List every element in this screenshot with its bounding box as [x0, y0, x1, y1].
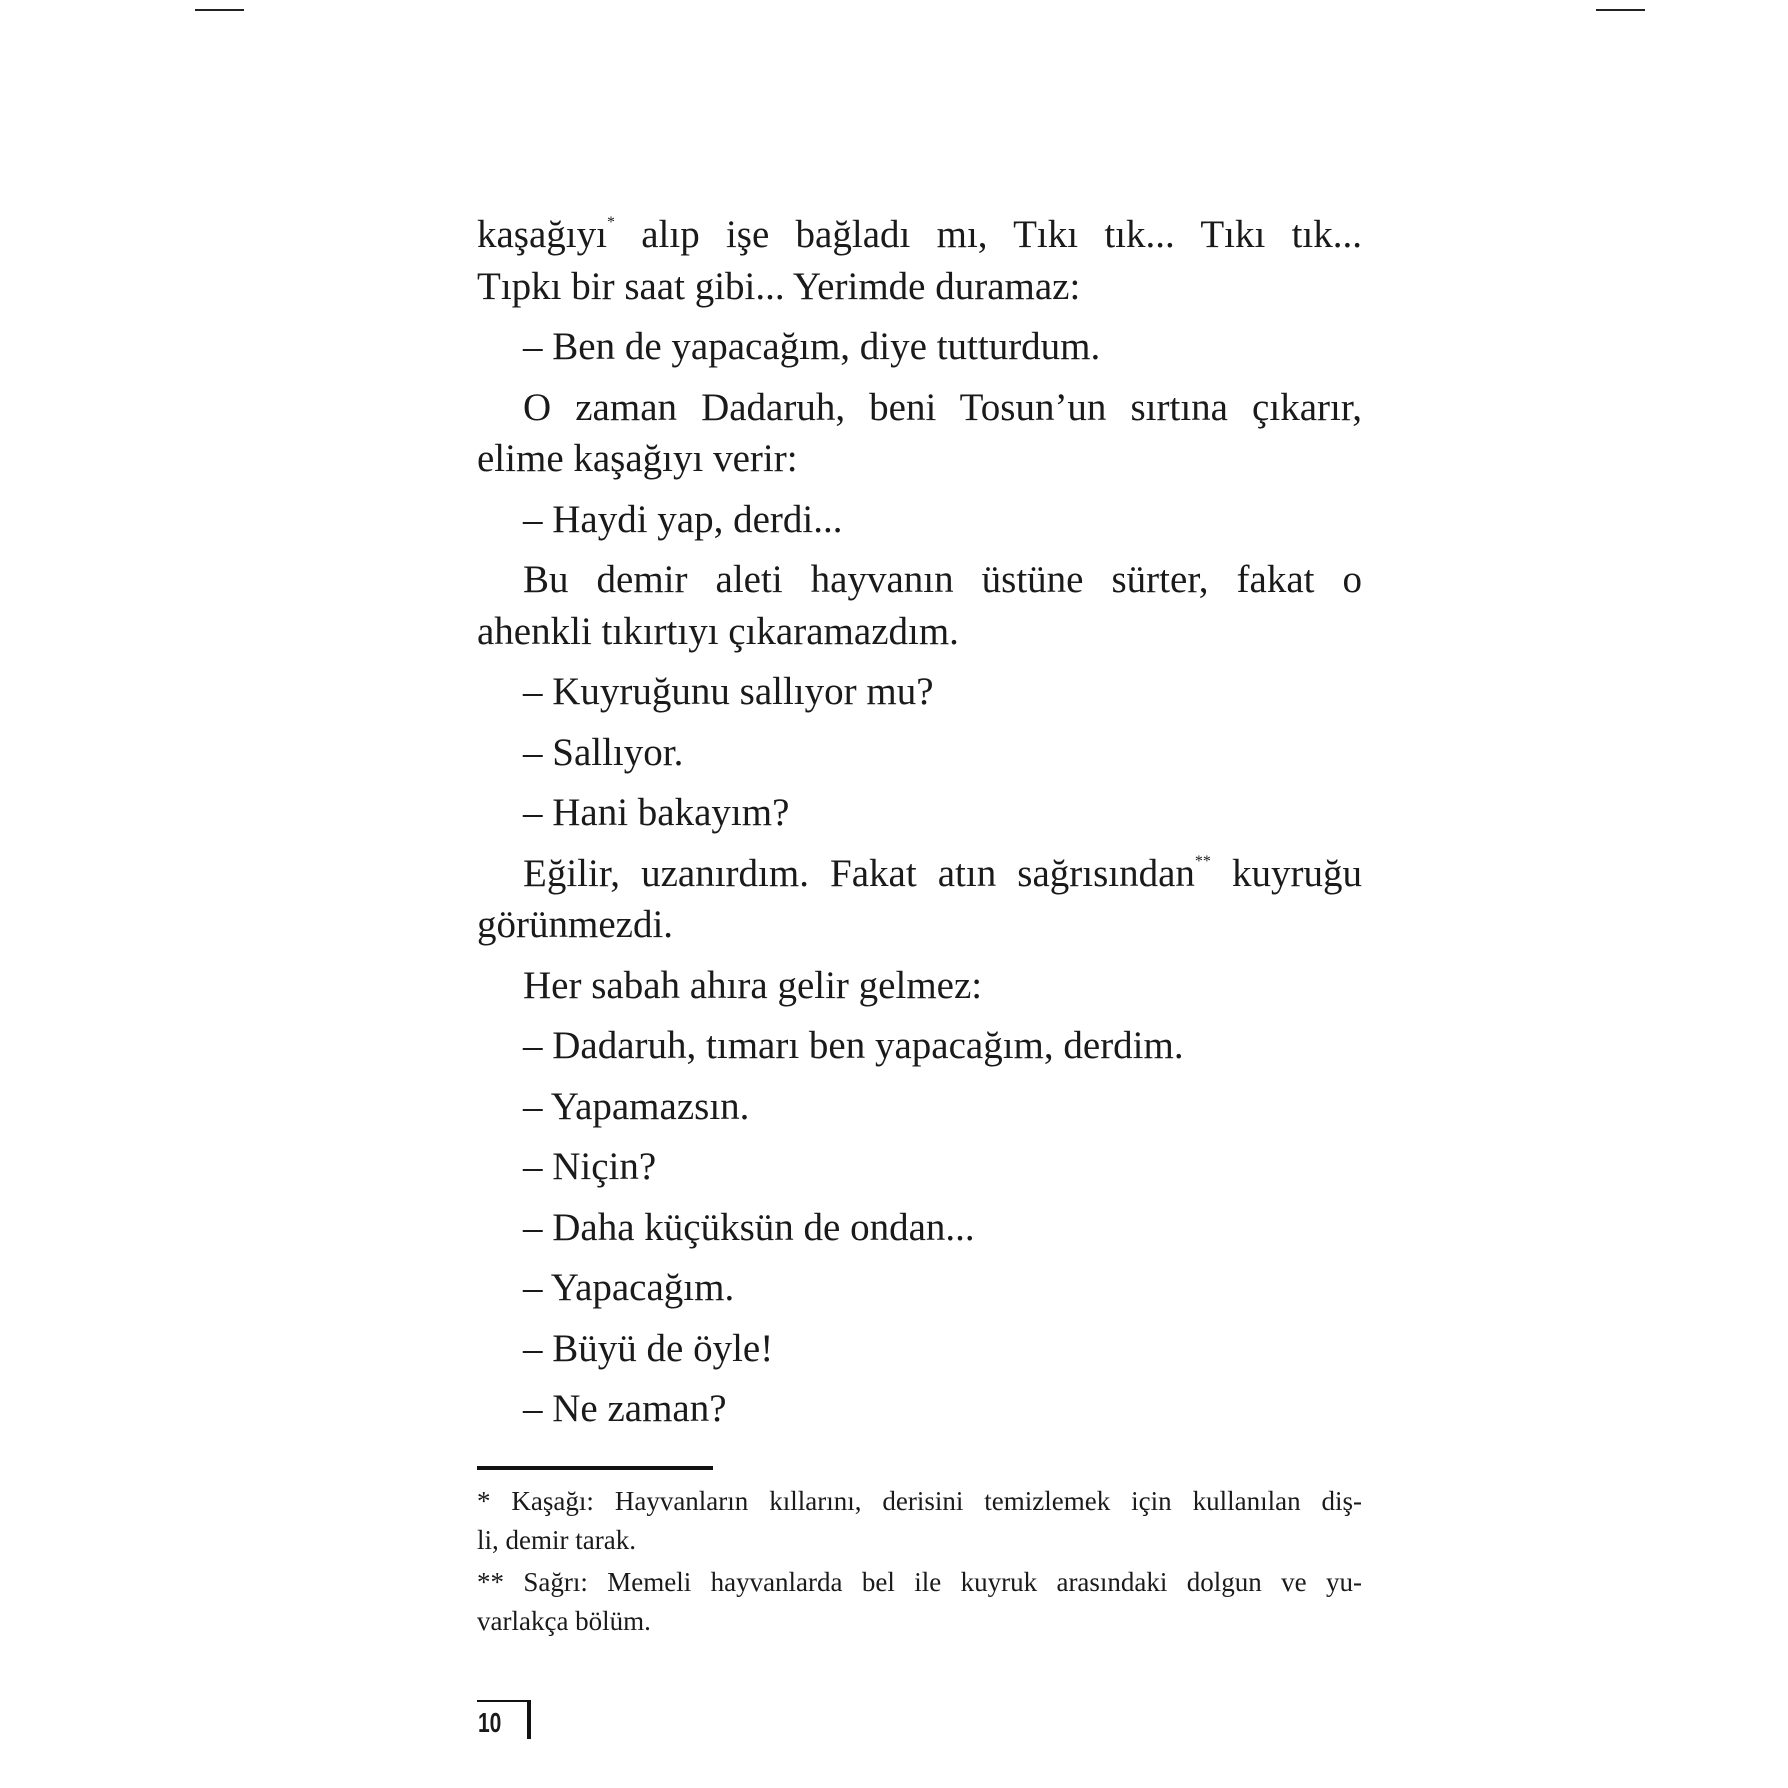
- dialogue-line: – Ne zaman?: [523, 1387, 727, 1430]
- page-number: 10: [478, 1707, 502, 1738]
- dialogue-line: – Dadaruh, tımarı ben yapacağım, derdim.: [523, 1024, 1184, 1067]
- crop-mark-right: [1596, 9, 1645, 11]
- page-number-bracket: [477, 1700, 530, 1702]
- dialogue-line: – Haydi yap, derdi...: [523, 497, 843, 541]
- dialogue-line: – Kuyruğunu sallıyor mu?: [523, 670, 934, 713]
- dialogue-line: – Sallıyor.: [523, 730, 684, 774]
- footnotes: [477, 1482, 1362, 1640]
- text-line: Bu demir aleti hayvanın üstüne sürter, fakat o: [523, 558, 1362, 601]
- paragraph: [477, 382, 1362, 485]
- footnote-line: * Kaşağı: Hayvanların kıllarını, derisini temizlemek için kullanılan diş-: [477, 1486, 1362, 1516]
- text-line: [477, 209, 1362, 261]
- dialogue-line: – Yapamazsın.: [523, 1084, 750, 1128]
- dialogue-line: – Yapacağım.: [523, 1266, 735, 1309]
- text-line: Tıpkı bir saat gibi... Yerimde duramaz:: [477, 264, 1081, 308]
- footnote-line: li, demir tarak.: [477, 1524, 636, 1555]
- text: kuyruğu: [1210, 851, 1362, 895]
- text-line: O zaman Dadaruh, beni Tosun’un sırtına çıkarır,: [523, 385, 1362, 429]
- text: Eğilir, uzanırdım. Fakat atın sağrısından: [523, 851, 1195, 895]
- paragraph: Her sabah ahıra gelir gelmez:: [523, 963, 983, 1007]
- text: kaşağıyı: [477, 213, 607, 256]
- dialogue-line: – Daha küçüksün de ondan...: [523, 1205, 975, 1249]
- paragraph: [477, 209, 1362, 312]
- dialogue-line: – Ben de yapacağım, diye tutturdum.: [523, 325, 1101, 368]
- text-line: elime kaşağıyı verir:: [477, 437, 798, 480]
- text: alıp işe bağladı mı, Tıkı tık... Tıkı tık...: [614, 213, 1362, 256]
- text-line: ahenkli tıkırtıyı çıkaramazdım.: [477, 609, 959, 653]
- footnote-line: ** Sağrı: Memeli hayvanlarda bel ile kuyruk arasındaki dolgun ve yu-: [477, 1567, 1362, 1597]
- footnote-line: varlakça bölüm.: [477, 1605, 651, 1636]
- page-number-bracket: [527, 1700, 531, 1739]
- dialogue-line: – Hani bakayım?: [523, 791, 790, 834]
- footnote-marker: **: [1194, 852, 1211, 870]
- paragraph: [477, 848, 1362, 951]
- paragraph: [477, 554, 1362, 657]
- body-text: [477, 209, 1362, 1444]
- text-line: görünmezdi.: [477, 903, 674, 946]
- dialogue-line: – Niçin?: [523, 1145, 657, 1188]
- footnote-marker: *: [606, 214, 615, 231]
- crop-mark-left: [195, 9, 244, 11]
- text-line: [477, 848, 1362, 900]
- footnote-separator: [477, 1466, 713, 1470]
- dialogue-line: – Büyü de öyle!: [523, 1326, 774, 1370]
